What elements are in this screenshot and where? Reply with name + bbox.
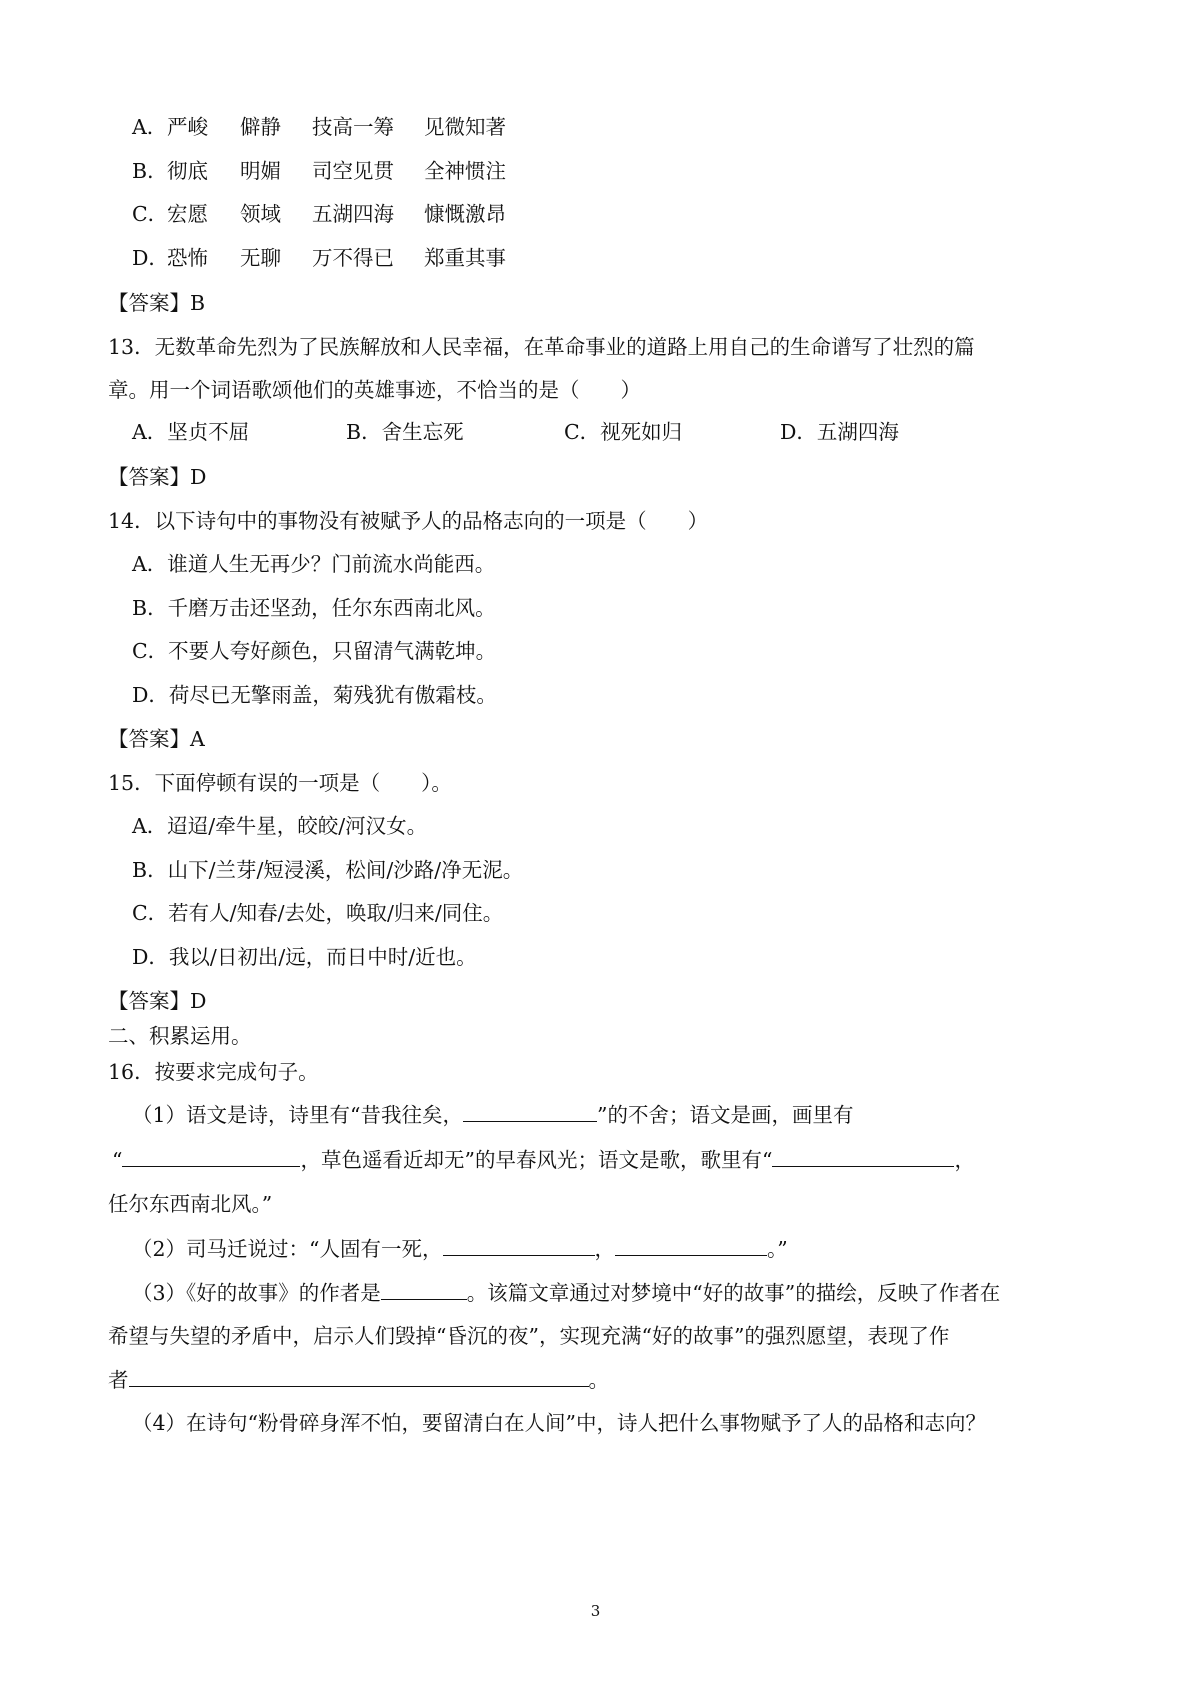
fill-blank[interactable] [443,1235,595,1256]
q15-option-c: C．若有人/知春/去处，唤取/归来/同住。 [132,901,504,925]
q16-text: 。” [767,1237,788,1261]
option-word: 僻静 [240,115,281,139]
option-word: 五湖四海 [312,202,394,226]
section-heading: 二、积累运用。 [108,1024,252,1048]
option-word: 技高一筹 [312,115,394,139]
q14-option-a: A．谁道人生无再少？门前流水尚能西。 [132,552,496,576]
option-word: 万不得已 [312,246,394,270]
option-word: 宏愿 [167,202,208,226]
fill-blank[interactable] [615,1235,767,1256]
page-number: 3 [590,1602,601,1620]
q15-option-a: A．迢迢/牵牛星，皎皎/河汉女。 [132,814,428,838]
q13-option-b: B．舍生忘死 [346,420,464,444]
q16-part2 [132,1235,788,1263]
q14-option-c: C．不要人夸好颜色，只留清气满乾坤。 [132,639,497,663]
q15-answer: 【答案】D [108,989,207,1013]
q15-option-d: D．我以/日初出/远，而日中时/近也。 [132,945,477,969]
q16-part1-line3: 任尔东西南北风。” [108,1192,273,1216]
fill-blank[interactable] [122,1146,300,1167]
q14-stem: 14．以下诗句中的事物没有被赋予人的品格志向的一项是（ ） [108,509,709,533]
fill-blank[interactable] [129,1366,589,1387]
fill-blank[interactable] [772,1146,954,1167]
option-word: 严峻 [167,115,208,139]
q16-text: （2）司马迁说过：“人固有一死， [132,1237,443,1261]
q16-text: （1）语文是诗，诗里有“昔我往矣， [132,1103,464,1127]
q16-stem: 16．按要求完成句子。 [108,1060,319,1084]
q16-text: 者 [108,1368,129,1392]
option-word: 郑重其事 [424,246,506,270]
q16-part3-line1 [132,1279,1000,1307]
q16-part1-line1 [132,1101,854,1129]
q13-stem-line1: 13．无数革命先烈为了民族解放和人民幸福，在革命事业的道路上用自己的生命谱写了壮烈的篇 [108,335,975,359]
q14-answer: 【答案】A [108,727,205,751]
fill-blank[interactable] [381,1279,467,1300]
q16-text: ， [954,1148,975,1172]
q16-text: ”的不舍；语文是画，画里有 [597,1103,854,1127]
q16-text: 。 [588,1368,609,1392]
q16-text: ， [594,1237,616,1261]
option-word: 司空见贯 [312,159,394,183]
q16-part3-line2: 希望与失望的矛盾中，启示人们毁掉“昏沉的夜”，实现充满“好的故事”的强烈愿望，表现了作 [108,1324,950,1348]
q14-option-d: D．荷尽已无擎雨盖，菊残犹有傲霜枝。 [132,683,497,707]
q14-option-b: B．千磨万击还坚劲，任尔东西南北风。 [132,596,496,620]
q16-part4: （4）在诗句“粉骨碎身浑不怕，要留清白在人间”中，诗人把什么事物赋予了人的品格和志向？ [132,1411,987,1435]
option-word: 恐怖 [167,246,208,270]
q16-text: ，草色遥看近却无”的早春风光；语文是歌，歌里有“ [300,1148,773,1172]
q13-option-a: A．坚贞不屈 [132,420,250,444]
option-word: 彻底 [167,159,208,183]
option-letter: C． [132,202,169,226]
q15-stem: 15．下面停顿有误的一项是（ ）。 [108,771,452,795]
q13-option-c: C．视死如归 [564,420,683,444]
q16-part3-line3 [108,1366,609,1394]
option-word: 全神惯注 [424,159,506,183]
q15-option-b: B．山下/兰芽/短浸溪，松间/沙路/净无泥。 [132,858,524,882]
q16-text: “ [112,1148,123,1172]
option-letter: D． [132,246,169,270]
option-letter: A． [132,115,168,139]
option-word: 明媚 [240,159,281,183]
option-word: 领域 [240,202,281,226]
option-word: 无聊 [240,246,281,270]
q16-part1-line2 [112,1146,975,1174]
fill-blank[interactable] [463,1101,597,1122]
option-letter: B． [132,159,168,183]
option-word: 见微知著 [424,115,506,139]
q13-option-d: D．五湖四海 [780,420,899,444]
q12-answer: 【答案】B [108,291,206,315]
q13-stem-line2: 章。用一个词语歌颂他们的英雄事迹，不恰当的是（ ） [108,378,641,402]
q16-text: （3）《好的故事》的作者是 [132,1281,381,1305]
q13-answer: 【答案】D [108,465,207,489]
q16-text: 。该篇文章通过对梦境中“好的故事”的描绘，反映了作者在 [466,1281,1001,1305]
option-word: 慷慨激昂 [424,202,506,226]
